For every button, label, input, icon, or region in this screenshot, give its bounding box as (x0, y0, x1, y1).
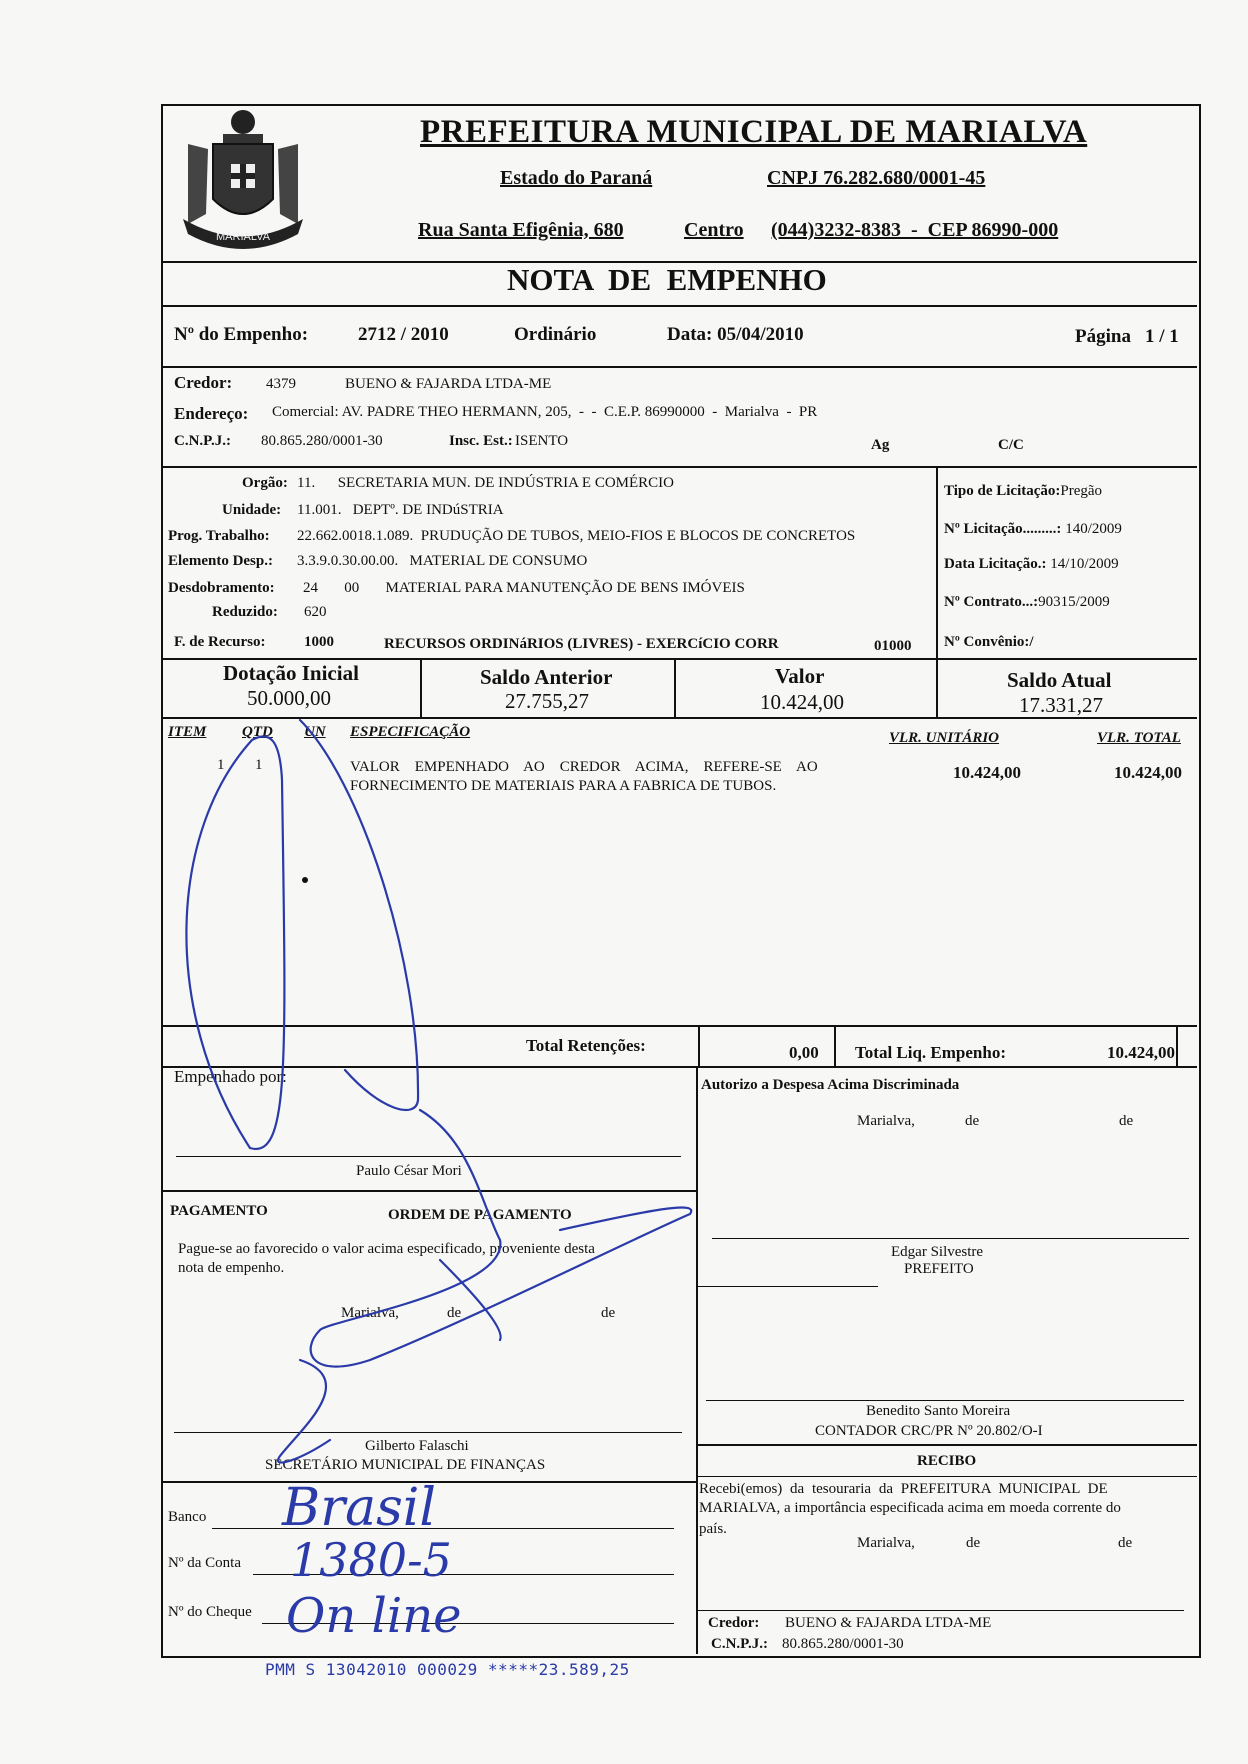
desdobramento-label: Desdobramento: (168, 580, 275, 596)
orgao-label: Orgão: (242, 475, 288, 491)
secretario-name: Gilberto Falaschi (365, 1438, 469, 1454)
divider (161, 466, 1197, 468)
licitacao-number: 140/2009 (1065, 521, 1122, 537)
pagamento-label: PAGAMENTO (170, 1203, 268, 1219)
saldo-atual-label: Saldo Atual (1007, 668, 1112, 692)
conta-label: Nº da Conta (168, 1555, 241, 1571)
prog-value: 22.662.0018.1.089. PRUDUÇÃO DE TUBOS, MEIO-FIOS E BLOCOS DE CONCRETOS (297, 528, 856, 544)
prog-label: Prog. Trabalho: (168, 528, 270, 544)
header-cnpj: CNPJ 76.282.680/0001-45 (767, 167, 986, 189)
col-item: ITEM (168, 724, 207, 740)
total-liquido-label: Total Liq. Empenho: (855, 1043, 1006, 1062)
header-title: PREFEITURA MUNICIPAL DE MARIALVA (420, 114, 1088, 150)
recibo-label: RECIBO (917, 1453, 977, 1469)
row-vlr-total: 10.424,00 (1114, 763, 1182, 782)
ag-label: Ag (871, 437, 890, 453)
divider (161, 1190, 697, 1192)
col-un: UN (304, 724, 326, 740)
recibo-line2: MARIALVA, a importância especificada acima em moeda corrente do (699, 1500, 1121, 1516)
recibo-de-1: de (966, 1535, 981, 1551)
footer-cnpj: 80.865.280/0001-30 (782, 1636, 904, 1652)
svg-text:MARIALVA: MARIALVA (216, 231, 270, 243)
empenho-number: 2712 / 2010 (358, 324, 449, 345)
licitacao-date-label (944, 556, 1119, 573)
cnpj-label: C.N.P.J.: (174, 433, 231, 449)
orgao-value: 11. SECRETARIA MUN. DE INDÚSTRIA E COMÉRCIO (297, 475, 675, 491)
autorizo-marialva: Marialva, (857, 1113, 915, 1129)
divider (161, 1025, 1197, 1027)
header-state: Estado do Paraná (500, 167, 653, 189)
dotacao-inicial-value: 50.000,00 (247, 686, 331, 710)
elemento-label: Elemento Desp.: (168, 553, 273, 569)
credor-code: 4379 (266, 376, 296, 392)
footer-credor-label: Credor: (708, 1615, 760, 1631)
contrato-label (944, 594, 1110, 611)
pagamento-de-1: de (447, 1305, 462, 1321)
divider (696, 1610, 1184, 1611)
recibo-line1: Recebi(emos) da tesouraria da PREFEITURA MUNICIPAL DE (699, 1481, 1108, 1497)
saldo-anterior-value: 27.755,27 (505, 689, 589, 713)
recibo-de-2: de (1118, 1535, 1133, 1551)
divider (696, 1476, 1197, 1477)
contador-name: Benedito Santo Moreira (866, 1403, 1011, 1419)
recibo-marialva: Marialva, (857, 1535, 915, 1551)
col-qtd: QTD (242, 724, 273, 740)
desdobramento-value: 24 00 MATERIAL PARA MANUTENÇÃO DE BENS IMÓVEIS (303, 580, 745, 596)
secretario-title: SECRETÁRIO MUNICIPAL DE FINANÇAS (265, 1457, 546, 1473)
licitacao-type: Pregão (1060, 483, 1103, 499)
autorizo-de-2: de (1119, 1113, 1134, 1129)
signature-line (712, 1238, 1189, 1239)
divider (936, 658, 938, 718)
divider (1176, 1025, 1178, 1067)
header-phone-cep: (044)3232-8383 - CEP 86990-000 (771, 219, 1059, 241)
reduzido-label: Reduzido: (212, 604, 278, 620)
signature-line (176, 1156, 681, 1157)
pague-se-line2: nota de empenho. (178, 1260, 285, 1276)
signature-line (706, 1400, 1184, 1401)
divider (698, 1025, 700, 1067)
divider (161, 1066, 1197, 1068)
credor-label: Credor: (174, 373, 233, 392)
credor-address: Comercial: AV. PADRE THEO HERMANN, 205, - - C.E.P. 86990000 - Marialva - PR (272, 404, 818, 420)
handwritten-banco: Brasil (282, 1478, 437, 1538)
divider (696, 1444, 1197, 1446)
row-vlr-unitario: 10.424,00 (953, 763, 1021, 782)
licitacao-date: 14/10/2009 (1050, 556, 1119, 572)
licitacao-number-label (944, 521, 1122, 538)
licitacao-date-label-text: Data Licitação.: (944, 556, 1047, 572)
divider (834, 1025, 836, 1067)
handwritten-cheque: On line (286, 1588, 462, 1644)
handwritten-conta: 1380-5 (290, 1533, 452, 1587)
saldo-atual-value: 17.331,27 (1019, 693, 1103, 717)
valor-value: 10.424,00 (760, 690, 844, 714)
recurso-code: 1000 (304, 634, 334, 650)
cheque-label: Nº do Cheque (168, 1604, 252, 1620)
unidade-value: 11.001. DEPTº. DE INDúSTRIA (297, 502, 504, 518)
divider (696, 1066, 698, 1654)
licitacao-type-label-text: Tipo de Licitação: (944, 483, 1061, 499)
signer-paulo: Paulo César Mori (356, 1163, 462, 1179)
recurso-code-2: 01000 (874, 638, 912, 654)
footer-cnpj-label: C.N.P.J.: (711, 1636, 768, 1652)
divider (696, 1286, 878, 1287)
licitacao-type-label (944, 483, 1102, 500)
row-qtd: 1 (255, 757, 263, 773)
insc-label: Insc. Est.: (449, 433, 513, 449)
ordem-pagamento-label: ORDEM DE PAGAMENTO (388, 1207, 572, 1223)
reduzido-value: 620 (304, 604, 327, 620)
divider (161, 305, 1197, 307)
elemento-value: 3.3.9.0.30.00.00. MATERIAL DE CONSUMO (297, 553, 588, 569)
credor-name: BUENO & FAJARDA LTDA-ME (345, 376, 552, 392)
empenho-type: Ordinário (514, 324, 597, 345)
header-district: Centro (684, 219, 744, 241)
prefeito-title: PREFEITO (904, 1261, 974, 1277)
divider (161, 658, 1197, 660)
coat-of-arms-logo (168, 104, 318, 254)
row-item: 1 (217, 757, 225, 773)
credor-insc: ISENTO (515, 433, 569, 449)
row-espec-line2: FORNECIMENTO DE MATERIAIS PARA A FABRICA DE TUBOS. (350, 778, 777, 794)
autorizo-de-1: de (965, 1113, 980, 1129)
saldo-anterior-label: Saldo Anterior (480, 665, 613, 689)
valor-label: Valor (775, 664, 825, 688)
prefeito-name: Edgar Silvestre (891, 1244, 984, 1260)
divider (161, 717, 1197, 719)
recurso-label: F. de Recurso: (174, 634, 266, 650)
retencoes-label: Total Retenções: (526, 1036, 646, 1055)
address-label: Endereço: (174, 404, 249, 423)
divider (936, 466, 938, 659)
convenio-label: Nº Convênio:/ (944, 634, 1034, 650)
empenhado-por-label: Empenhado por: (174, 1067, 287, 1086)
pagamento-marialva: Marialva, (341, 1305, 399, 1321)
unidade-label: Unidade: (222, 502, 282, 518)
col-vlr-total: VLR. TOTAL (1097, 730, 1181, 746)
banco-label: Banco (168, 1509, 207, 1525)
col-especificacao: ESPECIFICAÇÃO (350, 724, 471, 740)
contador-title: CONTADOR CRC/PR Nº 20.802/O-I (815, 1423, 1043, 1439)
row-espec-line1: VALOR EMPENHADO AO CREDOR ACIMA, REFERE-SE AO (350, 759, 818, 775)
recurso-description: RECURSOS ORDINáRIOS (LIVRES) - EXERCíCIO CORR (384, 636, 779, 652)
total-liquido-value: 10.424,00 (1107, 1043, 1175, 1062)
cashier-stamp: PMM S 13042010 000029 *****23.589,25 (265, 1660, 630, 1679)
credor-cnpj: 80.865.280/0001-30 (261, 433, 383, 449)
licitacao-number-label-text: Nº Licitação.........: (944, 521, 1062, 537)
dotacao-inicial-label: Dotação Inicial (223, 661, 359, 685)
recibo-line3: país. (699, 1521, 727, 1537)
cc-label: C/C (998, 437, 1024, 453)
divider (674, 658, 676, 718)
footer-credor-name: BUENO & FAJARDA LTDA-ME (785, 1615, 992, 1631)
retencoes-value: 0,00 (789, 1043, 819, 1062)
signature-line (174, 1432, 682, 1433)
empenho-label: Nº do Empenho: (174, 324, 309, 345)
page-number: 1 / 1 (1145, 326, 1179, 347)
page-label: Página (1075, 326, 1131, 347)
header-street: Rua Santa Efigênia, 680 (418, 219, 624, 241)
contrato-number: 90315/2009 (1038, 594, 1110, 610)
empenho-date: Data: 05/04/2010 (667, 324, 804, 345)
divider (161, 366, 1197, 368)
pague-se-line1: Pague-se ao favorecido o valor acima especificado, proveniente desta (178, 1241, 595, 1257)
pagamento-de-2: de (601, 1305, 616, 1321)
document-title: NOTA DE EMPENHO (507, 262, 827, 297)
contrato-label-text: Nº Contrato...: (944, 594, 1039, 610)
col-vlr-unitario: VLR. UNITÁRIO (889, 730, 1000, 746)
divider (420, 658, 422, 718)
autorizo-label: Autorizo a Despesa Acima Discriminada (701, 1077, 960, 1093)
